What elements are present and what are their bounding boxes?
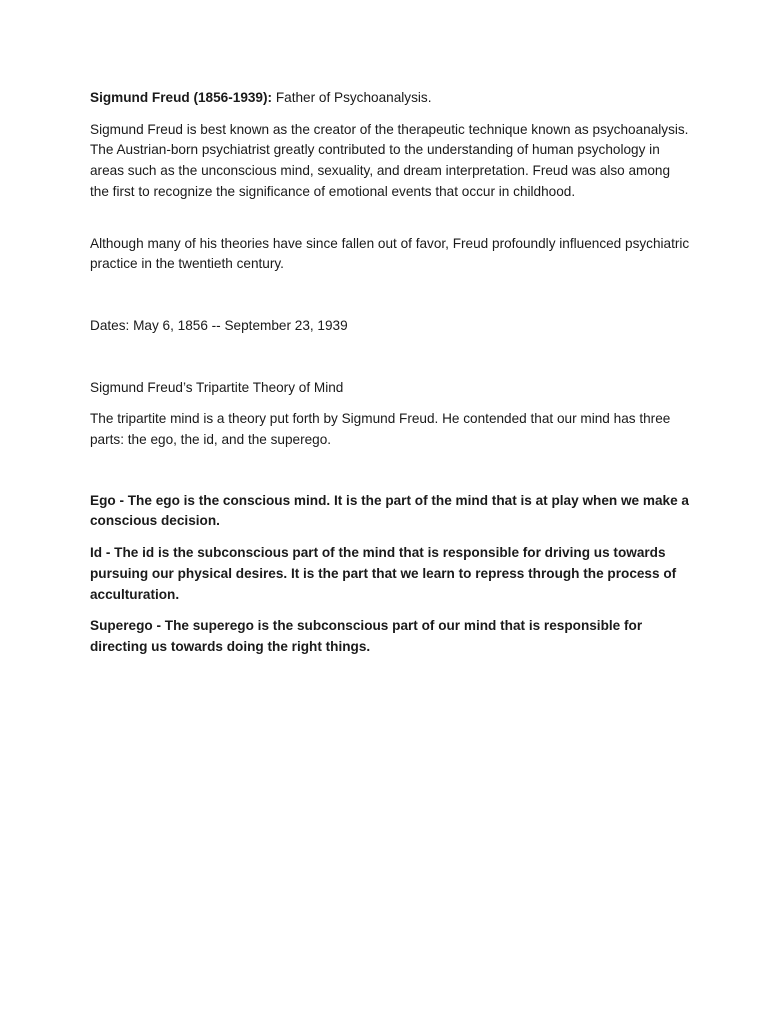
ego-paragraph: Ego - The ego is the conscious mind. It is the part of the mind that is at play when we make a conscious decision. <box>90 492 689 529</box>
document-title <box>90 88 690 109</box>
document-page <box>90 88 690 658</box>
theory-heading: Sigmund Freud’s Tripartite Theory of Mind <box>90 379 344 395</box>
id-paragraph: Id - The id is the subconscious part of the mind that is responsible for driving us towards pursuing our physical desires. It is the part that we learn to repress through the process of acculturation. <box>90 545 677 602</box>
intro-paragraph: Sigmund Freud is best known as the creator of the therapeutic technique known as psychoanalysis. The Austrian-born psychiatrist greatly contributed to the understanding of human psychology in areas such as the unconscious mind, sexuality, and dream interpretation. Freud was also among the first to recognize the significance of emotional events that occur in childhood. <box>90 121 689 199</box>
superego-paragraph: Superego - The superego is the subconscious part of our mind that is responsible for directing us towards doing the right things. <box>90 618 643 654</box>
title-subtitle: Father of Psychoanalysis. <box>272 90 432 105</box>
theory-paragraph: The tripartite mind is a theory put forth by Sigmund Freud. He contended that our mind has three parts: the ego, the id, and the superego. <box>90 411 671 448</box>
dates-line: Dates: May 6, 1856 -- September 23, 1939 <box>90 317 348 333</box>
influence-paragraph: Although many of his theories have since fallen out of favor, Freud profoundly influenced psychiatric practice in the twentieth century. <box>90 235 690 272</box>
title-name: Sigmund Freud (1856-1939): <box>90 90 273 105</box>
